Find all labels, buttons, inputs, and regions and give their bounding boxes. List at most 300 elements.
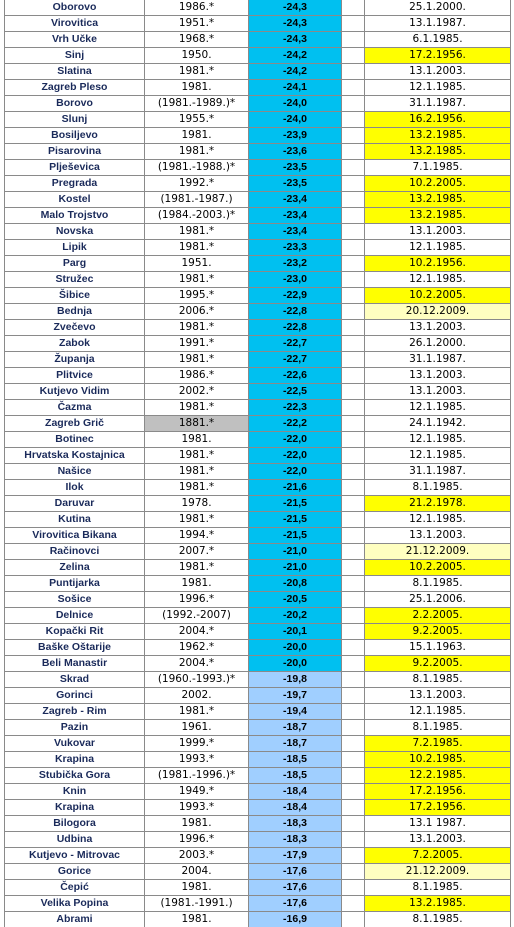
station-name: Županja <box>5 352 145 368</box>
record-period: 1981. <box>145 80 249 96</box>
record-period: 2007.* <box>145 544 249 560</box>
spacer-cell <box>342 816 365 832</box>
record-period: 2002.* <box>145 384 249 400</box>
station-name: Krapina <box>5 800 145 816</box>
table-row <box>5 320 511 336</box>
min-temperature: -23,5 <box>249 176 342 192</box>
table-row <box>5 736 511 752</box>
min-temperature: -23,4 <box>249 224 342 240</box>
table-row <box>5 640 511 656</box>
table-row <box>5 448 511 464</box>
spacer-cell <box>342 880 365 896</box>
record-period: 1981. <box>145 880 249 896</box>
record-date: 21.2.1978. <box>365 496 511 512</box>
table-row <box>5 80 511 96</box>
table-row <box>5 480 511 496</box>
table-row <box>5 336 511 352</box>
min-temperature: -24,2 <box>249 64 342 80</box>
min-temperature: -20,1 <box>249 624 342 640</box>
record-date: 13.1.2003. <box>365 320 511 336</box>
station-name: Slunj <box>5 112 145 128</box>
table-row <box>5 208 511 224</box>
min-temperature: -21,0 <box>249 544 342 560</box>
spacer-cell <box>342 624 365 640</box>
spacer-cell <box>342 688 365 704</box>
spacer-cell <box>342 912 365 927</box>
record-date: 13.1.2003. <box>365 688 511 704</box>
spacer-cell <box>342 464 365 480</box>
spacer-cell <box>342 672 365 688</box>
station-name: Ilok <box>5 480 145 496</box>
table-row <box>5 880 511 896</box>
spacer-cell <box>342 416 365 432</box>
record-period: 1991.* <box>145 336 249 352</box>
record-period: 1981.* <box>145 480 249 496</box>
record-period: 1968.* <box>145 32 249 48</box>
record-date: 13.1.2003. <box>365 224 511 240</box>
spacer-cell <box>342 368 365 384</box>
min-temperature: -20,8 <box>249 576 342 592</box>
min-temperature: -20,0 <box>249 640 342 656</box>
station-name: Sinj <box>5 48 145 64</box>
spacer-cell <box>342 192 365 208</box>
table-row <box>5 864 511 880</box>
record-date: 31.1.1987. <box>365 464 511 480</box>
station-name: Kutjevo Vidim <box>5 384 145 400</box>
record-date: 15.1.1963. <box>365 640 511 656</box>
record-period: 1981.* <box>145 400 249 416</box>
min-temperature: -24,3 <box>249 16 342 32</box>
station-name: Pazin <box>5 720 145 736</box>
min-temperature: -22,2 <box>249 416 342 432</box>
min-temperature: -22,7 <box>249 336 342 352</box>
table-row <box>5 896 511 912</box>
table-row <box>5 368 511 384</box>
table-row <box>5 352 511 368</box>
min-temperature: -24,3 <box>249 0 342 16</box>
record-date: 2.2.2005. <box>365 608 511 624</box>
record-period: 1986.* <box>145 0 249 16</box>
spacer-cell <box>342 656 365 672</box>
min-temperature: -20,0 <box>249 656 342 672</box>
record-date: 12.1.1985. <box>365 704 511 720</box>
station-name: Zvečevo <box>5 320 145 336</box>
record-date: 7.1.1985. <box>365 160 511 176</box>
station-name: Delnice <box>5 608 145 624</box>
min-temperature: -18,4 <box>249 800 342 816</box>
station-name: Kutjevo - Mitrovac <box>5 848 145 864</box>
min-temperature: -18,7 <box>249 720 342 736</box>
min-temperature: -22,6 <box>249 368 342 384</box>
min-temperature: -17,9 <box>249 848 342 864</box>
spacer-cell <box>342 832 365 848</box>
min-temperature: -19,7 <box>249 688 342 704</box>
table-row <box>5 240 511 256</box>
spacer-cell <box>342 736 365 752</box>
table-row <box>5 624 511 640</box>
station-name: Zagreb Grič <box>5 416 145 432</box>
record-period: 2003.* <box>145 848 249 864</box>
min-temperature: -23,2 <box>249 256 342 272</box>
min-temperature: -22,0 <box>249 464 342 480</box>
station-name: Plješevica <box>5 160 145 176</box>
record-period: 1981. <box>145 576 249 592</box>
spacer-cell <box>342 176 365 192</box>
station-name: Velika Popina <box>5 896 145 912</box>
record-period: (1960.-1993.)* <box>145 672 249 688</box>
station-name: Pisarovina <box>5 144 145 160</box>
min-temperature: -18,7 <box>249 736 342 752</box>
station-name: Stubička Gora <box>5 768 145 784</box>
spacer-cell <box>342 544 365 560</box>
record-period: 1951.* <box>145 16 249 32</box>
min-temperature: -22,0 <box>249 432 342 448</box>
record-date: 8.1.1985. <box>365 912 511 927</box>
min-temperature: -24,3 <box>249 32 342 48</box>
table-row <box>5 752 511 768</box>
spacer-cell <box>342 480 365 496</box>
min-temperature: -22,9 <box>249 288 342 304</box>
record-period: (1984.-2003.)* <box>145 208 249 224</box>
station-name: Krapina <box>5 752 145 768</box>
spacer-cell <box>342 160 365 176</box>
record-period: 1986.* <box>145 368 249 384</box>
spacer-cell <box>342 336 365 352</box>
min-temperature: -20,2 <box>249 608 342 624</box>
table-row <box>5 224 511 240</box>
record-period: 1981.* <box>145 272 249 288</box>
station-name: Gorinci <box>5 688 145 704</box>
spacer-cell <box>342 528 365 544</box>
spacer-cell <box>342 80 365 96</box>
spacer-cell <box>342 496 365 512</box>
spacer-cell <box>342 784 365 800</box>
station-name: Daruvar <box>5 496 145 512</box>
table-row <box>5 704 511 720</box>
table-row <box>5 304 511 320</box>
record-date: 13.2.1985. <box>365 128 511 144</box>
table-row <box>5 816 511 832</box>
spacer-cell <box>342 640 365 656</box>
station-name: Gorice <box>5 864 145 880</box>
record-period: 1951. <box>145 256 249 272</box>
min-temperature: -21,0 <box>249 560 342 576</box>
table-row <box>5 272 511 288</box>
min-temperature: -21,5 <box>249 512 342 528</box>
spacer-cell <box>342 144 365 160</box>
table-row <box>5 400 511 416</box>
spacer-cell <box>342 16 365 32</box>
table-row <box>5 544 511 560</box>
record-period: 1981.* <box>145 560 249 576</box>
station-name: Kostel <box>5 192 145 208</box>
station-name: Virovitica Bikana <box>5 528 145 544</box>
record-period: (1981.-1987.) <box>145 192 249 208</box>
record-period: 1950. <box>145 48 249 64</box>
table-row <box>5 528 511 544</box>
record-date: 12.1.1985. <box>365 432 511 448</box>
record-period: 1981.* <box>145 464 249 480</box>
table-row <box>5 576 511 592</box>
station-name: Sošice <box>5 592 145 608</box>
table-row <box>5 256 511 272</box>
station-name: Bosiljevo <box>5 128 145 144</box>
min-temperature: -23,6 <box>249 144 342 160</box>
record-period: 1981. <box>145 912 249 927</box>
spacer-cell <box>342 128 365 144</box>
station-name: Skrad <box>5 672 145 688</box>
record-date: 13.1.1987. <box>365 16 511 32</box>
table-row <box>5 560 511 576</box>
table-row <box>5 48 511 64</box>
table-row <box>5 784 511 800</box>
spacer-cell <box>342 512 365 528</box>
station-name: Bednja <box>5 304 145 320</box>
min-temperature: -23,4 <box>249 208 342 224</box>
spacer-cell <box>342 592 365 608</box>
table-row <box>5 288 511 304</box>
record-period: 1981. <box>145 816 249 832</box>
spacer-cell <box>342 704 365 720</box>
spacer-cell <box>342 256 365 272</box>
spacer-cell <box>342 96 365 112</box>
record-date: 10.2.1985. <box>365 752 511 768</box>
table-row <box>5 592 511 608</box>
table-row <box>5 912 511 927</box>
record-period: 1994.* <box>145 528 249 544</box>
record-date: 25.1.2000. <box>365 0 511 16</box>
table-row <box>5 768 511 784</box>
table-row <box>5 128 511 144</box>
station-name: Lipik <box>5 240 145 256</box>
record-period: 2004.* <box>145 624 249 640</box>
min-temperature: -24,0 <box>249 96 342 112</box>
record-date: 12.1.1985. <box>365 80 511 96</box>
min-temperature: -17,6 <box>249 896 342 912</box>
spacer-cell <box>342 320 365 336</box>
spacer-cell <box>342 896 365 912</box>
station-name: Stružec <box>5 272 145 288</box>
record-date: 7.2.2005. <box>365 848 511 864</box>
record-period: 1996.* <box>145 592 249 608</box>
record-period: (1981.-1996.)* <box>145 768 249 784</box>
record-date: 13.1.2003. <box>365 64 511 80</box>
record-period: 1981.* <box>145 352 249 368</box>
min-temperature: -18,3 <box>249 816 342 832</box>
record-date: 25.1.2006. <box>365 592 511 608</box>
spacer-cell <box>342 304 365 320</box>
station-name: Šibice <box>5 288 145 304</box>
record-date: 10.2.2005. <box>365 560 511 576</box>
record-period: 1881.* <box>145 416 249 432</box>
spacer-cell <box>342 32 365 48</box>
record-date: 31.1.1987. <box>365 352 511 368</box>
min-temperature: -18,5 <box>249 752 342 768</box>
record-period: 1981.* <box>145 240 249 256</box>
spacer-cell <box>342 400 365 416</box>
min-temperature: -16,9 <box>249 912 342 927</box>
spacer-cell <box>342 848 365 864</box>
record-date: 12.2.1985. <box>365 768 511 784</box>
table-row <box>5 464 511 480</box>
station-name: Virovitica <box>5 16 145 32</box>
spacer-cell <box>342 208 365 224</box>
min-temperature: -20,5 <box>249 592 342 608</box>
station-name: Knin <box>5 784 145 800</box>
station-name: Botinec <box>5 432 145 448</box>
station-name: Zagreb Pleso <box>5 80 145 96</box>
min-temperature: -24,1 <box>249 80 342 96</box>
min-temperature: -23,0 <box>249 272 342 288</box>
record-period: 2006.* <box>145 304 249 320</box>
table-row <box>5 160 511 176</box>
record-date: 21.12.2009. <box>365 864 511 880</box>
table-row <box>5 96 511 112</box>
record-date: 13.2.1985. <box>365 192 511 208</box>
record-date: 17.2.1956. <box>365 48 511 64</box>
record-date: 24.1.1942. <box>365 416 511 432</box>
station-name: Pregrada <box>5 176 145 192</box>
spacer-cell <box>342 288 365 304</box>
record-period: 1962.* <box>145 640 249 656</box>
table-row <box>5 64 511 80</box>
record-date: 9.2.2005. <box>365 656 511 672</box>
table-row <box>5 496 511 512</box>
record-period: 1949.* <box>145 784 249 800</box>
station-name: Parg <box>5 256 145 272</box>
spacer-cell <box>342 48 365 64</box>
record-date: 8.1.1985. <box>365 576 511 592</box>
record-period: 1981.* <box>145 64 249 80</box>
min-temperature: -24,0 <box>249 112 342 128</box>
table-body <box>5 0 511 927</box>
table-row <box>5 608 511 624</box>
station-name: Vukovar <box>5 736 145 752</box>
record-date: 8.1.1985. <box>365 720 511 736</box>
record-date: 10.2.1956. <box>365 256 511 272</box>
table-row <box>5 720 511 736</box>
min-temperature: -22,7 <box>249 352 342 368</box>
spacer-cell <box>342 432 365 448</box>
record-period: 1995.* <box>145 288 249 304</box>
min-temperature: -23,3 <box>249 240 342 256</box>
spacer-cell <box>342 64 365 80</box>
min-temperature: -24,2 <box>249 48 342 64</box>
record-period: 2004. <box>145 864 249 880</box>
station-name: Kutina <box>5 512 145 528</box>
min-temperature: -22,8 <box>249 320 342 336</box>
record-date: 13.1.2003. <box>365 528 511 544</box>
station-name: Bilogora <box>5 816 145 832</box>
record-date: 13.1 1987. <box>365 816 511 832</box>
record-date: 13.1.2003. <box>365 368 511 384</box>
record-period: 1981.* <box>145 704 249 720</box>
min-temperature: -18,4 <box>249 784 342 800</box>
record-date: 13.1.2003. <box>365 832 511 848</box>
spacer-cell <box>342 800 365 816</box>
record-period: 1981. <box>145 128 249 144</box>
spacer-cell <box>342 560 365 576</box>
record-date: 16.2.1956. <box>365 112 511 128</box>
table-row <box>5 32 511 48</box>
min-temperature: -18,5 <box>249 768 342 784</box>
table-row <box>5 384 511 400</box>
station-name: Puntijarka <box>5 576 145 592</box>
station-name: Plitvice <box>5 368 145 384</box>
min-temperature-table <box>4 0 511 927</box>
table-row <box>5 688 511 704</box>
spacer-cell <box>342 576 365 592</box>
min-temperature: -21,5 <box>249 496 342 512</box>
min-temperature: -21,5 <box>249 528 342 544</box>
record-date: 9.2.2005. <box>365 624 511 640</box>
station-name: Novska <box>5 224 145 240</box>
record-date: 7.2.1985. <box>365 736 511 752</box>
min-temperature: -23,4 <box>249 192 342 208</box>
spacer-cell <box>342 608 365 624</box>
record-date: 13.2.1985. <box>365 208 511 224</box>
record-period: 1981.* <box>145 320 249 336</box>
record-period: 1993.* <box>145 752 249 768</box>
spacer-cell <box>342 240 365 256</box>
min-temperature: -22,3 <box>249 400 342 416</box>
station-name: Borovo <box>5 96 145 112</box>
table-row <box>5 416 511 432</box>
min-temperature: -18,3 <box>249 832 342 848</box>
station-name: Čepić <box>5 880 145 896</box>
spacer-cell <box>342 864 365 880</box>
record-period: 1961. <box>145 720 249 736</box>
spacer-cell <box>342 224 365 240</box>
spacer-cell <box>342 352 365 368</box>
table-row <box>5 176 511 192</box>
station-name: Slatina <box>5 64 145 80</box>
min-temperature: -19,8 <box>249 672 342 688</box>
record-date: 6.1.1985. <box>365 32 511 48</box>
record-period: 1999.* <box>145 736 249 752</box>
station-name: Zabok <box>5 336 145 352</box>
table-row <box>5 848 511 864</box>
record-date: 10.2.2005. <box>365 176 511 192</box>
record-period: 1981.* <box>145 144 249 160</box>
record-date: 20.12.2009. <box>365 304 511 320</box>
record-date: 21.12.2009. <box>365 544 511 560</box>
spacer-cell <box>342 752 365 768</box>
record-period: 2002. <box>145 688 249 704</box>
record-date: 26.1.2000. <box>365 336 511 352</box>
min-temperature: -22,5 <box>249 384 342 400</box>
station-name: Abrami <box>5 912 145 927</box>
record-date: 12.1.1985. <box>365 240 511 256</box>
record-period: (1981.-1991.) <box>145 896 249 912</box>
table-row <box>5 0 511 16</box>
record-period: (1981.-1988.)* <box>145 160 249 176</box>
record-period: 1993.* <box>145 800 249 816</box>
record-date: 13.2.1985. <box>365 144 511 160</box>
min-temperature: -23,9 <box>249 128 342 144</box>
record-date: 17.2.1956. <box>365 800 511 816</box>
record-date: 10.2.2005. <box>365 288 511 304</box>
spacer-cell <box>342 112 365 128</box>
min-temperature: -23,5 <box>249 160 342 176</box>
station-name: Čazma <box>5 400 145 416</box>
spacer-cell <box>342 384 365 400</box>
record-date: 12.1.1985. <box>365 272 511 288</box>
record-date: 12.1.1985. <box>365 512 511 528</box>
station-name: Oborovo <box>5 0 145 16</box>
record-period: 2004.* <box>145 656 249 672</box>
record-period: 1978. <box>145 496 249 512</box>
